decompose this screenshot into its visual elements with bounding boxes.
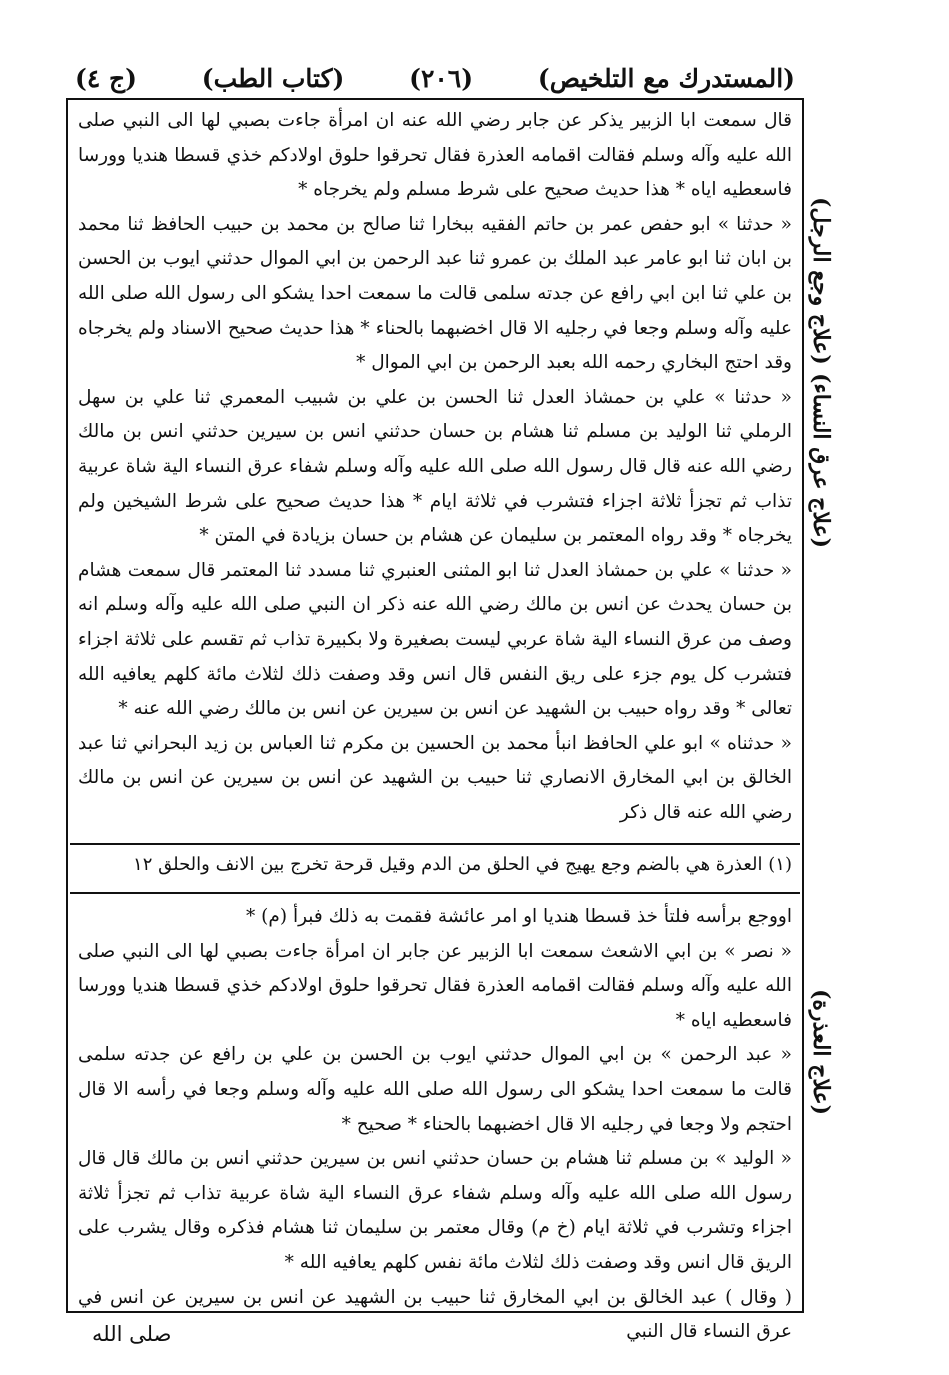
paragraph: « حدثنا » ابو حفص عمر بن حاتم الفقيه ببخارا ثنا صالح بن محمد بن حبيب الحافظ ثنا محمد بن ابان ثنا ابو عامر عبد الملك بن عمرو ثنا عبد الرحمن بن ابي الموال حدثني ايوب بن الحسن بن علي ثنا ابن ابي رافع عن جدته سلمى قالت ما سمعت احدا يشكو الى رسول الله صلى الله عليه وآله وسلم وجعا في رجليه الا قال اخضبهما بالحناء * هذا حديث صحيح الاسناد ولم يخرجاه وقد احتج البخاري رحمه الله بعبد الرحمن بن ابي الموال * <box>78 213 792 374</box>
paragraph: « عبد الرحمن » بن ابي الموال حدثني ايوب بن الحسن بن علي بن رافع عن جدته سلمى قالت ما سمعت احدا يشكو الى رسول الله صلى الله عليه وآله وسلم وجعا في رأسه الا قال احتجم ولا وجعا في رجليه الا قال اخضبهما بالحناء * صحيح * <box>78 1044 792 1135</box>
page-header <box>75 58 795 98</box>
page-footer: صلى الله <box>92 1322 172 1346</box>
paragraph: « نصر » بن ابي الاشعث سمعت ابا الزبير عن جابر ان امرأة جاءت بصبي لها الى النبي صلى الله عليه وآله وسلم فقالت اقمامه العذرة فقال تحرقوا حلوق اولادكم خذي قسطا هنديا وورسا فاسعطيه اياه * <box>78 940 792 1031</box>
margin-note: (علاج العذرة) <box>808 988 834 1115</box>
paragraph: « حدثنا » علي بن حمشاذ العدل ثنا الحسن بن علي بن شبيب المعمري ثنا علي بن سهل الرملي ثنا الوليد بن مسلم ثنا هشام بن حسان حدثني انس بن سيرين حدثني انس بن مالك رضي الله عنه قال قال رسول الله صلى الله عليه وآله وسلم شفاء عرق النساء الية شاة عربية تذاب ثم تجزأ ثلاثة اجزاء فتشرب في ثلاثة ايام * هذا حديث صحيح على شرط الشيخين ولم يخرجاه * وقد رواه المعتمر بن سليمان عن هشام بن حسان بزيادة في المتن * <box>78 386 792 547</box>
volume-number: (ج ٤) <box>75 63 137 93</box>
main-text <box>78 104 792 830</box>
section-divider <box>70 892 800 894</box>
footnote: (١) العذرة هي بالضم وجع يهيج في الحلق من الدم وقيل قرحة تخرج بين الانف والحلق ١٢ <box>133 854 792 875</box>
page-number: (٢٠٦) <box>409 63 474 93</box>
paragraph: قال سمعت ابا الزبير يذكر عن جابر رضي الله عنه ان امرأة جاءت بصبي لها الى النبي صلى الله عليه وآله وسلم فقالت اقمامه العذرة فقال تحرقوا حلوق اولادكم خذي قسطا هنديا وورسا فاسعطيه اياه * هذا حديث صحيح على شرط مسلم ولم يخرجاه * <box>78 110 792 201</box>
book-title: (المستدرك مع التلخيص) <box>537 63 795 93</box>
chapter-title: (كتاب الطب) <box>201 63 345 93</box>
paragraph: اووجع برأسه فلتأ خذ قسطا هنديا او امر عائشة فقمت به ذلك فبرأ (م) * <box>246 906 792 927</box>
paragraph: ( وقال ) عبد الخالق بن ابي المخارق ثنا حبيب بن الشهيد عن انس بن سيرين عن انس في عرق النساء قال النبي <box>78 1286 792 1343</box>
paragraph: « الوليد » بن مسلم ثنا هشام بن حسان حدثني انس بن سيرين حدثني انس بن مالك قال قال رسول الله صلى الله عليه وآله وسلم شفاء عرق النساء الية شاة عربية تذاب ثم تجزأ ثلاثة اجزاء وتشرب في ثلاثة ايام (خ م) وقال معتمر بن سليمان ثنا هشام فذكره وقال يشرب على الريق قال انس وقد وصفت ذلك لثلاث مائة نفس كلهم يعافيه الله * <box>78 1148 792 1273</box>
paragraph: « حدثنا » علي بن حمشاذ العدل ثنا ابو المثنى العنبري ثنا مسدد ثنا المعتمر قال سمعت هشام بن حسان يحدث عن انس بن مالك رضي الله عنه ذكر ان النبي صلى الله عليه وآله وسلم انه وصف من عرق النساء الية شاة عربي ليست بصغيرة ولا بكبيرة تذاب ثم تقسم على ثلاثة اجزاء فتشرب كل يوم جزء على ريق النفس قال انس وقد وصفت ذلك لثلاث مائة كلهم يعافيه الله تعالى * وقد رواه حبيب بن الشهيد عن انس بن سيرين عن انس بن مالك رضي الله عنه * <box>78 559 792 720</box>
margin-note: (علاج عرق النساء) <box>808 372 834 548</box>
margin-note: (علاج وجع الرجل) <box>808 197 834 365</box>
summary-text <box>78 900 792 1350</box>
paragraph: « حدثناه » ابو علي الحافظ انبأ محمد بن الحسين بن مكرم ثنا العباس بن زيد البحراني ثنا عبد الخالق بن ابي المخارق الانصاري ثنا حبيب بن الشهيد عن انس بن سيرين عن انس بن مالك رضي الله عنه قال ذكر <box>78 732 792 823</box>
